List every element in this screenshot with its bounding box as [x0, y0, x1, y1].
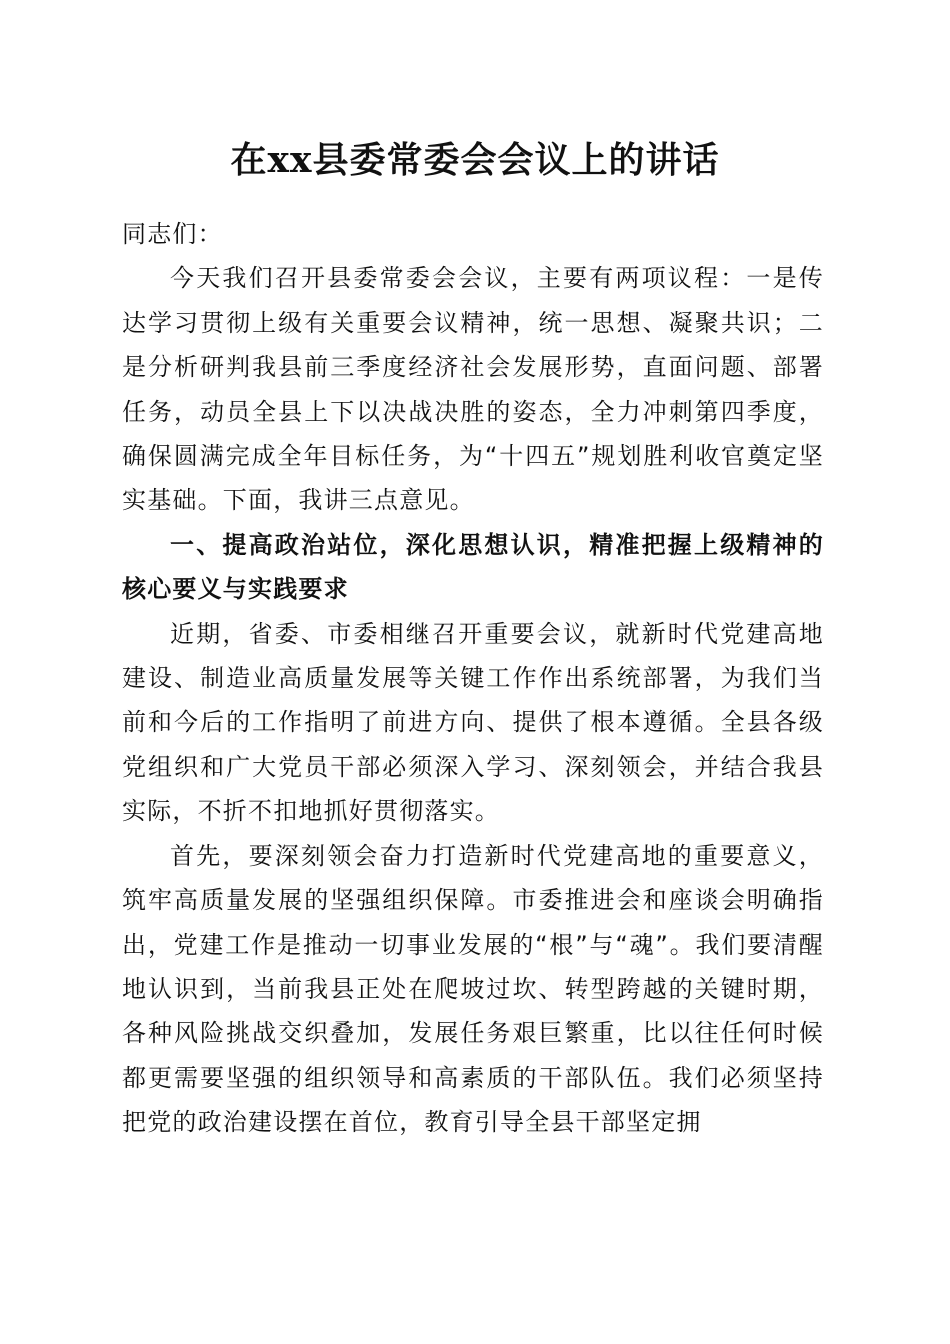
- salutation: 同志们：: [122, 220, 223, 248]
- paragraph-section-1-1: 近期，省委、市委相继召开重要会议，就新时代党建高地建设、制造业高质量发展等关键工作作出系统部署，为我们当前和今后的工作指明了前进方向、提供了根本遵循。全县各级党组织和广大党员干部必须深入学习、深刻领会，并结合我县实际，不折不扣地抓好贯彻落实。: [122, 619, 824, 826]
- document-body: [122, 212, 824, 1145]
- document-title: 在xx县委常委会会议上的讲话: [230, 139, 720, 181]
- section-heading-1: 一、提高政治站位，深化思想认识，精准把握上级精神的核心要义与实践要求: [122, 530, 824, 604]
- paragraph-section-1-2: 首先，要深刻领会奋力打造新时代党建高地的重要意义，筑牢高质量发展的坚强组织保障。市委推进会和座谈会明确指出，党建工作是推动一切事业发展的“根”与“魂”。我们要清醒地认识到，当前我县正处在爬坡过坎、转型跨越的关键时期，各种风险挑战交织叠加，发展任务艰巨繁重，比以往任何时候都更需要坚强的组织领导和高素质的干部队伍。我们必须坚持把党的政治建设摆在首位，教育引导全县干部坚定拥: [122, 841, 824, 1137]
- paragraph-intro: 今天我们召开县委常委会会议，主要有两项议程：一是传达学习贯彻上级有关重要会议精神，统一思想、凝聚共识；二是分析研判我县前三季度经济社会发展形势，直面问题、部署任务，动员全县上下以决战决胜的姿态，全力冲刺第四季度，确保圆满完成全年目标任务，为“十四五”规划胜利收官奠定坚实基础。下面，我讲三点意见。: [122, 264, 824, 515]
